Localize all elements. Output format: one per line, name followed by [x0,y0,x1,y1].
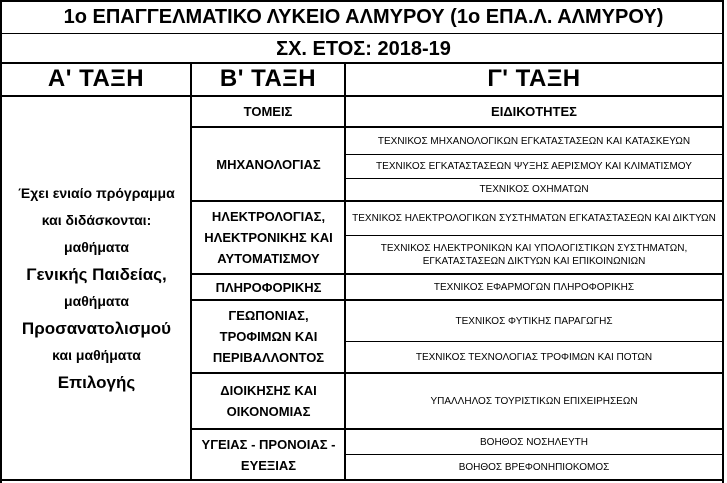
column-header-first-grade: Α' ΤΑΞΗ [47,65,145,92]
subheader-specialties: ΕΙΔΙΚΟΤΗΤΕΣ [491,103,577,119]
specialty-item: ΤΕΧΝΙΚΟΣ ΕΦΑΡΜΟΓΩΝ ΠΛΗΡΟΦΟΡΙΚΗΣ [433,281,635,293]
sector-agriculture: ΓΕΩΠΟΝΙΑΣ, ΤΡΟΦΙΜΩΝ ΚΑΙ ΠΕΡΙΒΑΛΛΟΝΤΟΣ [212,308,325,365]
specialty-item: ΒΟΗΘΟΣ ΝΟΣΗΛΕΥΤΗ [480,436,588,448]
first-grade-line: Γενικής Παιδείας, [26,265,167,284]
specialty-item: ΤΕΧΝΙΚΟΣ ΤΕΧΝΟΛΟΓΙΑΣ ΤΡΟΦΙΜΩΝ ΚΑΙ ΠΟΤΩΝ [415,351,653,363]
specialty-item: ΒΟΗΘΟΣ ΒΡΕΦΟΝΗΠΙΟΚΟΜΟΣ [458,461,610,473]
specialty-item: ΤΕΧΝΙΚΟΣ ΗΛΕΚΤΡΟΝΙΚΩΝ ΚΑΙ ΥΠΟΛΟΓΙΣΤΙΚΩΝ ΣΥΣΤΗΜΑΤΩΝ, ΕΓΚΑΤΑΣΤΑΣΕΩΝ ΔΙΚΤΥΩΝ ΚΑΙ ΕΠΙΚΟΙΝΩΝΙΩΝ [380,242,688,267]
column-header-third-grade: Γ' ΤΑΞΗ [487,65,581,92]
sector-administration: ΔΙΟΙΚΗΣΗΣ ΚΑΙ ΟΙΚΟΝΟΜΙΑΣ [220,383,317,419]
first-grade-line: και διδάσκονται: [41,212,152,228]
column-header-second-grade: Β' ΤΑΞΗ [219,65,317,92]
specialty-item: ΤΕΧΝΙΚΟΣ ΗΛΕΚΤΡΟΛΟΓΙΚΩΝ ΣΥΣΤΗΜΑΤΩΝ ΕΓΚΑΤΑΣΤΑΣΕΩΝ ΚΑΙ ΔΙΚΤΥΩΝ [352,213,716,224]
school-year: ΣΧ. ΕΤΟΣ: 2018-19 [276,38,451,60]
specialty-item: ΤΕΧΝΙΚΟΣ ΟΧΗΜΑΤΩΝ [479,184,589,195]
sector-health: ΥΓΕΙΑΣ - ΠΡΟΝΟΙΑΣ - ΕΥΕΞΙΑΣ [201,436,336,473]
first-grade-line: μαθήματα [64,239,129,255]
specialty-item: ΥΠΑΛΛΗΛΟΣ ΤΟΥΡΙΣΤΙΚΩΝ ΕΠΙΧΕΙΡΗΣΕΩΝ [430,395,638,407]
specialty-item: ΤΕΧΝΙΚΟΣ ΦΥΤΙΚΗΣ ΠΑΡΑΓΩΓΗΣ [455,315,613,327]
school-title: 1ο ΕΠΑΓΓΕΛΜΑΤΙΚΟ ΛΥΚΕΙΟ ΑΛΜΥΡΟΥ (1ο ΕΠΑ.Λ. ΑΛΜΥΡΟΥ) [63,6,664,28]
sector-mechanical: ΜΗΧΑΝΟΛΟΓΙΑΣ [216,156,321,172]
border-bottom [0,479,724,481]
first-grade-line: μαθήματα [64,293,129,309]
sector-informatics: ΠΛΗΡΟΦΟΡΙΚΗΣ [215,279,322,295]
first-grade-line: Επιλογής [57,373,136,392]
subheader-sectors: ΤΟΜΕΙΣ [243,103,293,119]
first-grade-line: και μαθήματα [52,347,141,363]
first-grade-description [2,180,191,396]
specialty-item: ΤΕΧΝΙΚΟΣ ΕΓΚΑΤΑΣΤΑΣΕΩΝ ΨΥΞΗΣ ΑΕΡΙΣΜΟΥ ΚΑΙ ΚΛΙΜΑΤΙΣΜΟΥ [376,161,692,172]
divider-title [0,33,724,34]
specialty-item: ΤΕΧΝΙΚΟΣ ΜΗΧΑΝΟΛΟΓΙΚΩΝ ΕΓΚΑΤΑΣΤΑΣΕΩΝ ΚΑΙ ΚΑΤΑΣΚΕΥΩΝ [377,135,691,147]
first-grade-line: Έχει ενιαίο πρόγραμμα [18,185,175,201]
first-grade-line: Προσανατολισμού [21,319,172,338]
border-right [722,0,724,483]
border-top [0,0,724,2]
sector-electrical: ΗΛΕΚΤΡΟΛΟΓΙΑΣ, ΗΛΕΚΤΡΟΝΙΚΗΣ ΚΑΙ ΑΥΤΟΜΑΤΙΣΜΟΥ [204,209,333,266]
